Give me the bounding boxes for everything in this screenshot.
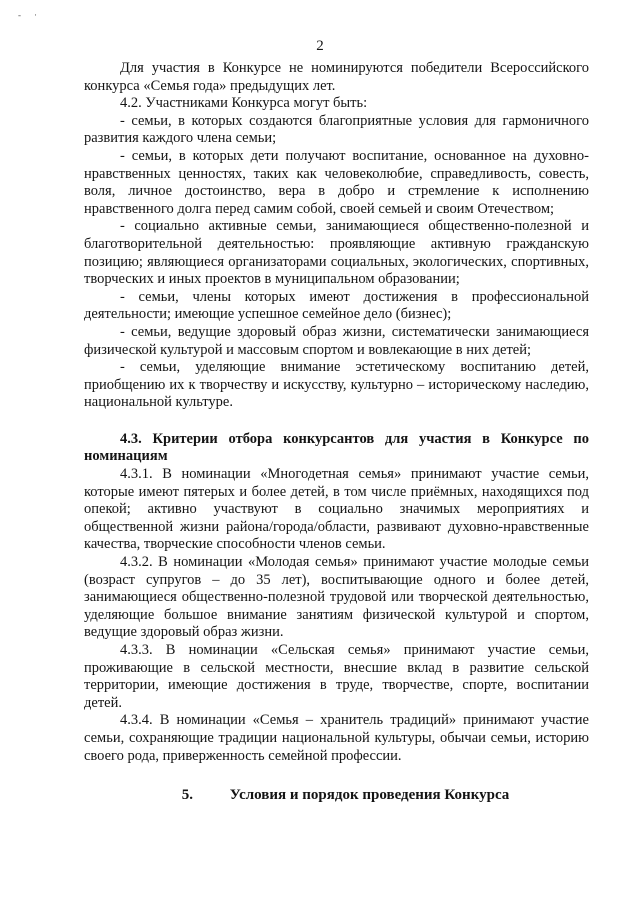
- list-item: - семьи, члены которых имеют достижения в профессиональной деятельности; имеющие успешное семейное дело (бизнес);: [84, 288, 589, 323]
- paragraph: 4.3.3. В номинации «Сельская семья» принимают участие семьи, проживающие в сельской местности, внесшие вклад в развитие сельской территории, имеющие достижения в труде, творчестве, спорте, воспитании детей.: [84, 642, 589, 711]
- list-item: - семьи, в которых создаются благоприятные условия для гармоничного развития каждого члена семьи;: [84, 112, 589, 147]
- paragraph: 4.3.2. В номинации «Молодая семья» принимают участие молодые семьи (возраст супругов – до 35 лет), воспитывающие одного и более детей, занимающиеся общественно-полезной трудовой или творческой деятельностью, уделяющие большое внимание занятиям физической культурой и спортом, ведущие здоровый образ жизни.: [84, 554, 589, 641]
- list-item: - социально активные семьи, занимающиеся общественно-полезной и благотворительной деятельностью: проявляющие активную гражданскую позицию; являющиеся организаторами социальных, экологических, спортивных, творческих и иных проектов в муниципальном образовании;: [84, 218, 589, 288]
- section-number: 5.: [181, 787, 193, 804]
- list-item: - семьи, уделяющие внимание эстетическому воспитанию детей, приобщению их к творчеству и искусству, культурно – историческому наследию, национальной культуре.: [84, 359, 589, 411]
- paragraph: 4.3.1. В номинации «Многодетная семья» принимают участие семьи, которые имеют пятерых и более детей, в том числе приёмных, находящихся под опекой; активно участвуют в социально значимых мероприятиях и общественной жизни района/города/области, развивают духовно-нравственные качества, творческие способности членов семьи.: [84, 466, 589, 553]
- paragraph: Для участия в Конкурсе не номинируются победители Всероссийского конкурса «Семья года» предыдущих лет.: [84, 60, 589, 94]
- section-title-text: Условия и порядок проведения Конкурса: [229, 787, 510, 804]
- section-heading-4-3: 4.3. Критерии отбора конкурсантов для участия в Конкурсе по номинациям: [84, 430, 589, 465]
- section-title-5: [84, 787, 589, 805]
- paragraph: 4.2. Участниками Конкурса могут быть:: [120, 95, 368, 112]
- document-body: [84, 60, 589, 805]
- scan-mark: ·: [34, 10, 37, 20]
- list-item: - семьи, ведущие здоровый образ жизни, систематически занимающиеся физической культурой и массовым спортом и вовлекающие в них детей;: [84, 323, 589, 358]
- page-number: 2: [316, 38, 324, 54]
- scan-mark: -: [18, 10, 21, 20]
- paragraph: 4.3.4. В номинации «Семья – хранитель традиций» принимают участие семьи, сохраняющие традиции национальной культуры, обычаи семьи, историю своего рода, приверженность семейной профессии.: [84, 712, 589, 764]
- list-item: - семьи, в которых дети получают воспитание, основанное на духовно-нравственных ценностях, таких как человеколюбие, справедливость, совесть, воля, личное достоинство, вера в добро и стремление к исполнению нравственного долга перед самим собой, своей семьей и своим Отечеством;: [84, 147, 589, 217]
